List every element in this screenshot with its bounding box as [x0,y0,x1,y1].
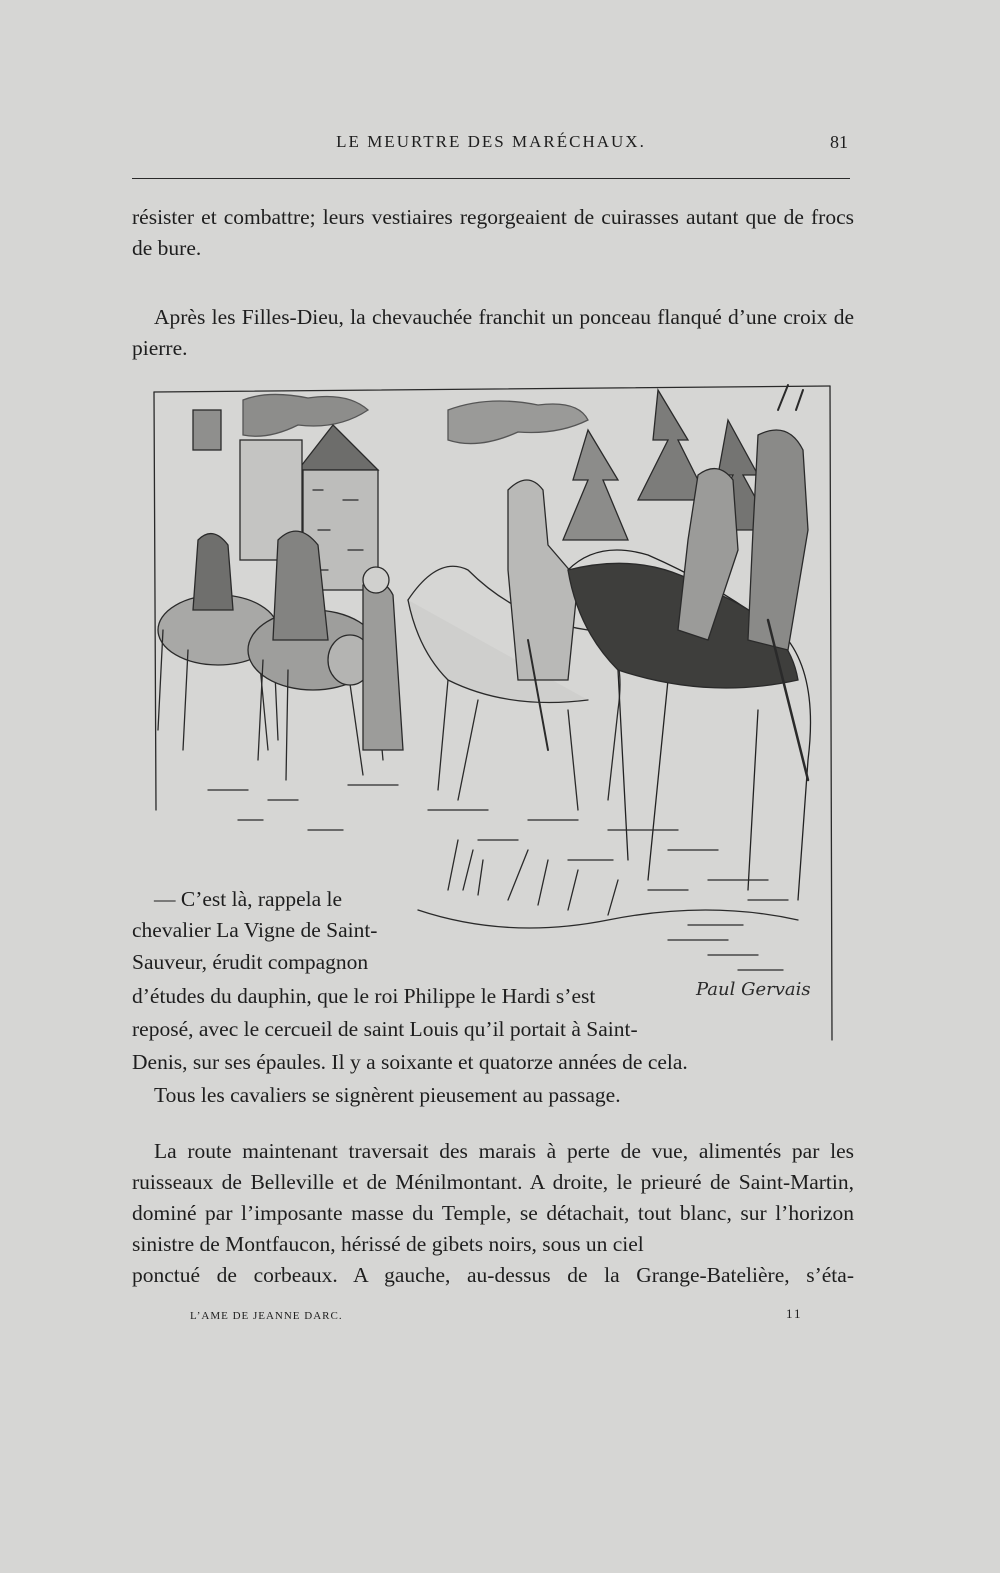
paragraph-5-body: La route maintenant traversait des marais à perte de vue, alimentés par les ruisseaux de Belleville et de Ménilmontant. A droite, le prieuré de Saint-Martin, dominé par l’imposante masse du Temple, se détachait, tout blanc, sur l’horizon sinistre de Montfaucon, hérissé de gibets noirs, sous un ciel [132,1139,854,1256]
artist-signature: Paul Gervais [696,979,811,1000]
paragraph-1: résister et combattre; leurs vestiaires regorgeaient de cuirasses autant que de frocs de bure. [132,205,854,260]
page-number: 81 [830,132,848,152]
paragraph-5-last-line: ponctué de corbeaux. A gauche, au-dessus de la Grange-Batelière, s’éta- [132,1263,854,1287]
quote-line: Sauveur, érudit compagnon [132,950,369,974]
page-header [132,132,850,156]
paragraph-2: Après les Filles-Dieu, la chevauchée franchit un ponceau flanqué d’une croix de pierre. [132,305,854,360]
paragraph-5 [132,1136,854,1291]
quote-line: Denis, sur ses épaules. Il y a soixante et quatorze années de cela. [132,1050,688,1074]
signature-number: 11 [786,1306,803,1321]
paragraph-4: Tous les cavaliers se signèrent pieusement au passage. [154,1083,621,1107]
quote-line: — C’est là, rappela le [154,887,343,911]
quote-line: d’études du dauphin, que le roi Philippe le Hardi s’est [132,984,596,1008]
printer-signature-mark: L’AME DE JEANNE DARC. [190,1310,343,1322]
header-rule [132,178,850,179]
quote-line: chevalier La Vigne de Saint- [132,918,378,942]
running-title: LE MEURTRE DES MARÉCHAUX. [336,132,646,151]
quote-line: reposé, avec le cercueil de saint Louis qu’il portait à Saint- [132,1017,638,1041]
